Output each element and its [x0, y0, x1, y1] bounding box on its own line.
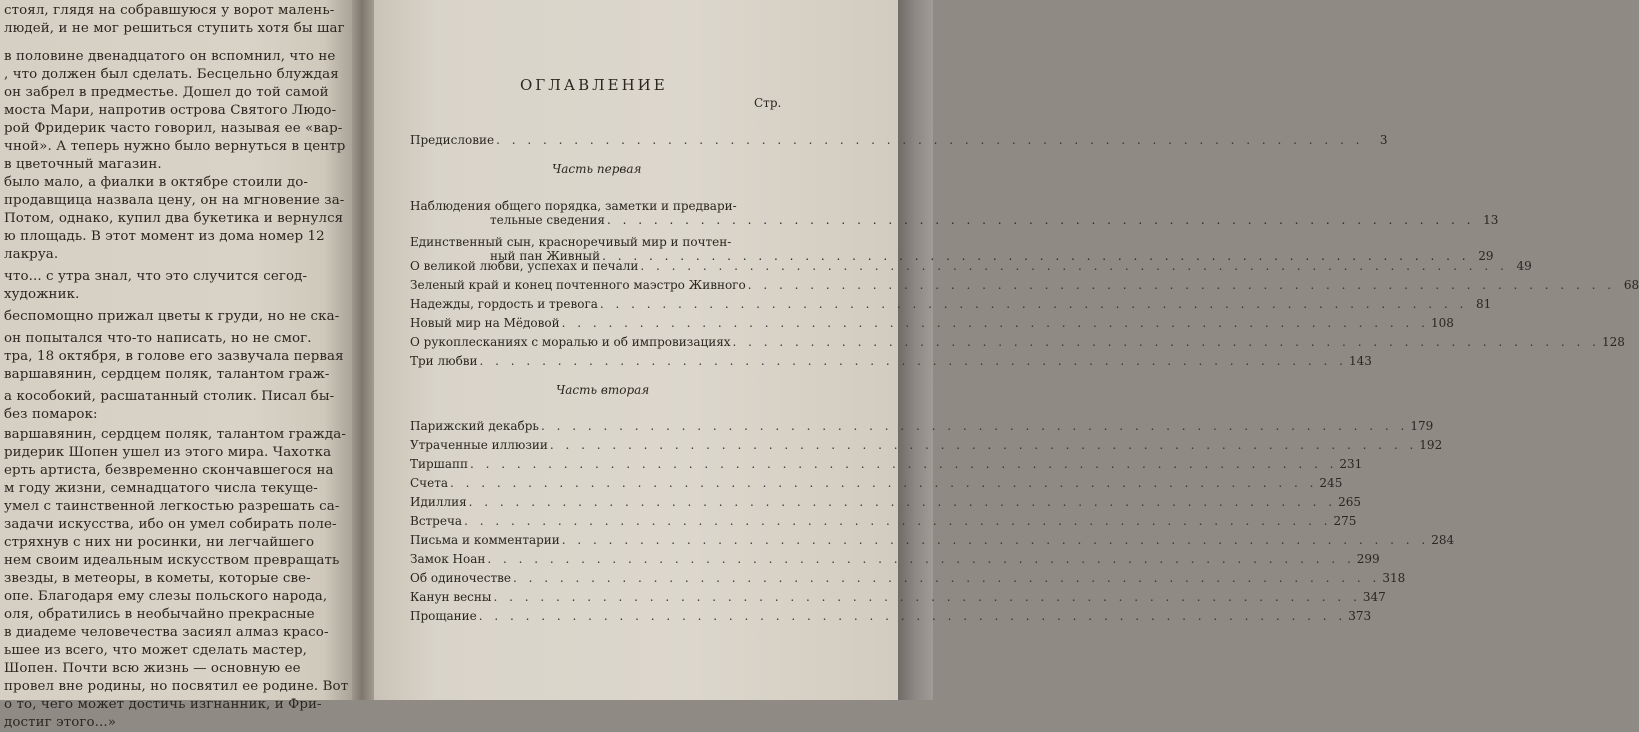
leader-dots	[450, 476, 1317, 490]
leader-dots	[469, 495, 1336, 509]
body-text-line: людей, и не мог решиться ступить хотя бы шаг	[4, 21, 345, 36]
toc-entry-title: Парижский декабрь	[410, 419, 539, 433]
toc-entry-title: О рукоплесканиях с моралью и об импровизациях	[410, 335, 731, 349]
toc-entry-title: Предисловие	[410, 133, 495, 147]
leader-dots	[470, 457, 1337, 471]
toc-entry	[410, 438, 1443, 452]
left-page	[0, 0, 352, 730]
body-text-line: в цветочный магазин.	[4, 157, 162, 172]
leader-dots	[513, 571, 1380, 585]
body-text-line: м году жизни, семнадцатого числа текуще-	[4, 481, 318, 496]
toc-entry-title: Три любви	[410, 354, 478, 368]
body-text-line: ерть артиста, безвременно скончавшегося на	[4, 463, 334, 478]
body-text-line: звезды, в метеоры, в кометы, которые све-	[4, 571, 311, 586]
toc-entry	[410, 476, 1343, 490]
leader-dots	[607, 213, 1474, 227]
body-text-line: он попытался что-то написать, но не смог.	[4, 331, 312, 346]
toc-entry-page: 265	[1338, 495, 1361, 509]
body-text-line: провел вне родины, но посвятил ее родине. Вот	[4, 679, 349, 694]
toc-entry	[410, 199, 1499, 227]
body-text-line: о то, чего может достичь изгнанник, и Фри-	[4, 697, 322, 712]
body-text-line: он забрел в предместье. Дошел до той самой	[4, 85, 329, 100]
body-text-line: продавщица назвала цену, он на мгновение за-	[4, 193, 345, 208]
toc-entry-page: 192	[1419, 438, 1443, 452]
leader-dots	[562, 533, 1429, 547]
leader-dots	[493, 590, 1360, 604]
toc-entry-title: Замок Ноан	[410, 552, 486, 566]
toc-entry-page: 275	[1333, 514, 1357, 528]
body-text-line: опе. Благодаря ему слезы польского народа,	[4, 589, 328, 604]
toc-entry	[410, 552, 1380, 566]
body-text-line: задачи искусства, ибо он умел собирать поле-	[4, 517, 337, 532]
toc-entry	[410, 297, 1492, 311]
toc-entry	[410, 278, 1639, 292]
toc-entry-page: 49	[1516, 259, 1532, 273]
toc-entry-title: Тиршапп	[410, 457, 468, 471]
toc-entry	[410, 316, 1454, 330]
book-gutter	[352, 0, 374, 700]
toc-entry-title: Письма и комментарии	[410, 533, 560, 547]
body-text-line: ьшее из всего, что может сделать мастер,	[4, 643, 308, 658]
body-text-line: а кособокий, расшатанный столик. Писал бы-	[4, 389, 335, 404]
body-text-line: стряхнув с них ни росинки, ни легчайшего	[4, 535, 315, 550]
body-text-line: в половине двенадцатого он вспомнил, что не	[4, 49, 336, 64]
toc-entry	[410, 259, 1532, 273]
toc-entry-page: 108	[1431, 316, 1454, 330]
toc-entry-title: О великой любви, успехах и печали	[410, 259, 639, 273]
body-text-line: рой Фридерик часто говорил, называя ее «вар-	[4, 121, 343, 136]
body-text-line: лакруа.	[4, 247, 59, 262]
body-text-line: художник.	[4, 287, 80, 302]
leader-dots	[487, 552, 1354, 566]
page-column-header: Стр.	[754, 96, 782, 110]
part-heading: Часть первая	[552, 162, 642, 176]
body-text-line: достиг этого...»	[4, 715, 117, 730]
body-text-line: варшавянин, сердцем поляк, талантом граж-	[4, 367, 330, 382]
toc-entry-page: 318	[1382, 571, 1406, 585]
body-text-line: в диадеме человечества засиял алмаз красо-	[4, 625, 329, 640]
body-text-line: без помарок:	[4, 407, 98, 422]
body-text-line: Потом, однако, купил два букетика и вернулся	[4, 211, 344, 226]
leader-dots	[541, 419, 1408, 433]
toc-entry	[410, 335, 1625, 349]
body-text-line: Шопен. Почти всю жизнь — основную ее	[4, 661, 301, 676]
body-text-line: , что должен был сделать. Бесцельно блуждая	[4, 67, 339, 82]
toc-entry-title-continued: ный пан Живный	[490, 249, 601, 263]
body-text-line: беспомощно прижал цветы к груди, но не ска-	[4, 309, 340, 324]
leader-dots	[496, 133, 1363, 147]
body-text-line: моста Мари, напротив острова Святого Людо-	[4, 103, 337, 118]
toc-entry-page: 179	[1410, 419, 1434, 433]
toc-entry-page: 245	[1319, 476, 1343, 490]
part-heading: Часть вторая	[556, 383, 650, 397]
toc-title: ОГЛАВЛЕНИЕ	[520, 76, 668, 94]
body-text-line: ю площадь. В этот момент из дома номер 12	[4, 229, 325, 244]
toc-entry-page: 347	[1362, 590, 1386, 604]
toc-entry-page: 128	[1601, 335, 1625, 349]
toc-entry-preface	[410, 133, 1388, 147]
body-text-line: оля, обратились в необычайно прекрасные	[4, 607, 315, 622]
toc-entry-title: Счета	[410, 476, 449, 490]
toc-entry-page: 68	[1623, 278, 1639, 292]
body-text-line: что... с утра знал, что это случится сегод-	[4, 269, 308, 284]
leader-dots	[562, 316, 1429, 330]
toc-entry-title: Об одиночестве	[410, 571, 511, 585]
toc-entry-page: 29	[1478, 249, 1494, 263]
toc-entry-page: 3	[1379, 133, 1388, 147]
leader-dots	[600, 297, 1467, 311]
leader-dots	[464, 514, 1331, 528]
body-text-line: ридерик Шопен ушел из этого мира. Чахотка	[4, 445, 332, 460]
toc-entry	[410, 419, 1434, 433]
toc-entry-page: 143	[1348, 354, 1372, 368]
toc-entry-page: 373	[1348, 609, 1372, 623]
toc-entry	[410, 457, 1363, 471]
toc-entry	[410, 609, 1372, 623]
toc-entry	[410, 514, 1357, 528]
leader-dots	[748, 278, 1615, 292]
toc-entry-page: 81	[1476, 297, 1492, 311]
toc-entry-title: Канун весны	[410, 590, 492, 604]
leader-dots	[733, 335, 1600, 349]
toc-entry-title: Единственный сын, красноречивый мир и почтен-	[410, 235, 732, 249]
toc-entry-page: 299	[1356, 552, 1380, 566]
leader-dots	[479, 609, 1346, 623]
toc-entry-title: Новый мир на Мёдовой	[410, 316, 560, 330]
toc-entry-title: Прощание	[410, 609, 477, 623]
toc-entry-page: 231	[1339, 457, 1363, 471]
toc-entry-title: Наблюдения общего порядка, заметки и предвари-	[410, 199, 737, 213]
body-text-line: варшавянин, сердцем поляк, талантом гражда-	[4, 427, 346, 442]
toc-entry	[410, 495, 1361, 509]
toc-entry-title: Зеленый край и конец почтенного маэстро Живного	[410, 278, 746, 292]
body-text-line: стоял, глядя на собравшуюся у ворот малень-	[4, 3, 335, 18]
leader-dots	[480, 354, 1347, 368]
body-text-line: нем своим идеальным искусством превращать	[4, 553, 340, 568]
toc-entry-page: 13	[1483, 213, 1499, 227]
leader-dots	[550, 438, 1417, 452]
body-text-line: чной». А теперь нужно было вернуться в центр	[4, 139, 346, 154]
toc-entry-title: Встреча	[410, 514, 463, 528]
body-text-line: было мало, а фиалки в октябре стоили до-	[4, 175, 309, 190]
body-text-line: тра, 18 октября, в голове его зазвучала первая	[4, 349, 344, 364]
toc-entry-title: Идиллия	[410, 495, 467, 509]
toc-entry-title-continued: тельные сведения	[490, 213, 605, 227]
toc-entry	[410, 354, 1372, 368]
toc-entry	[410, 533, 1455, 547]
leader-dots	[640, 259, 1507, 273]
toc-entry-title: Надежды, гордость и тревога	[410, 297, 598, 311]
toc-entry-title: Утраченные иллюзии	[410, 438, 548, 452]
body-text-line: умел с таинственной легкостью разрешать са-	[4, 499, 340, 514]
toc-entry	[410, 571, 1406, 585]
toc-entry	[410, 590, 1386, 604]
toc-entry-page: 284	[1431, 533, 1455, 547]
